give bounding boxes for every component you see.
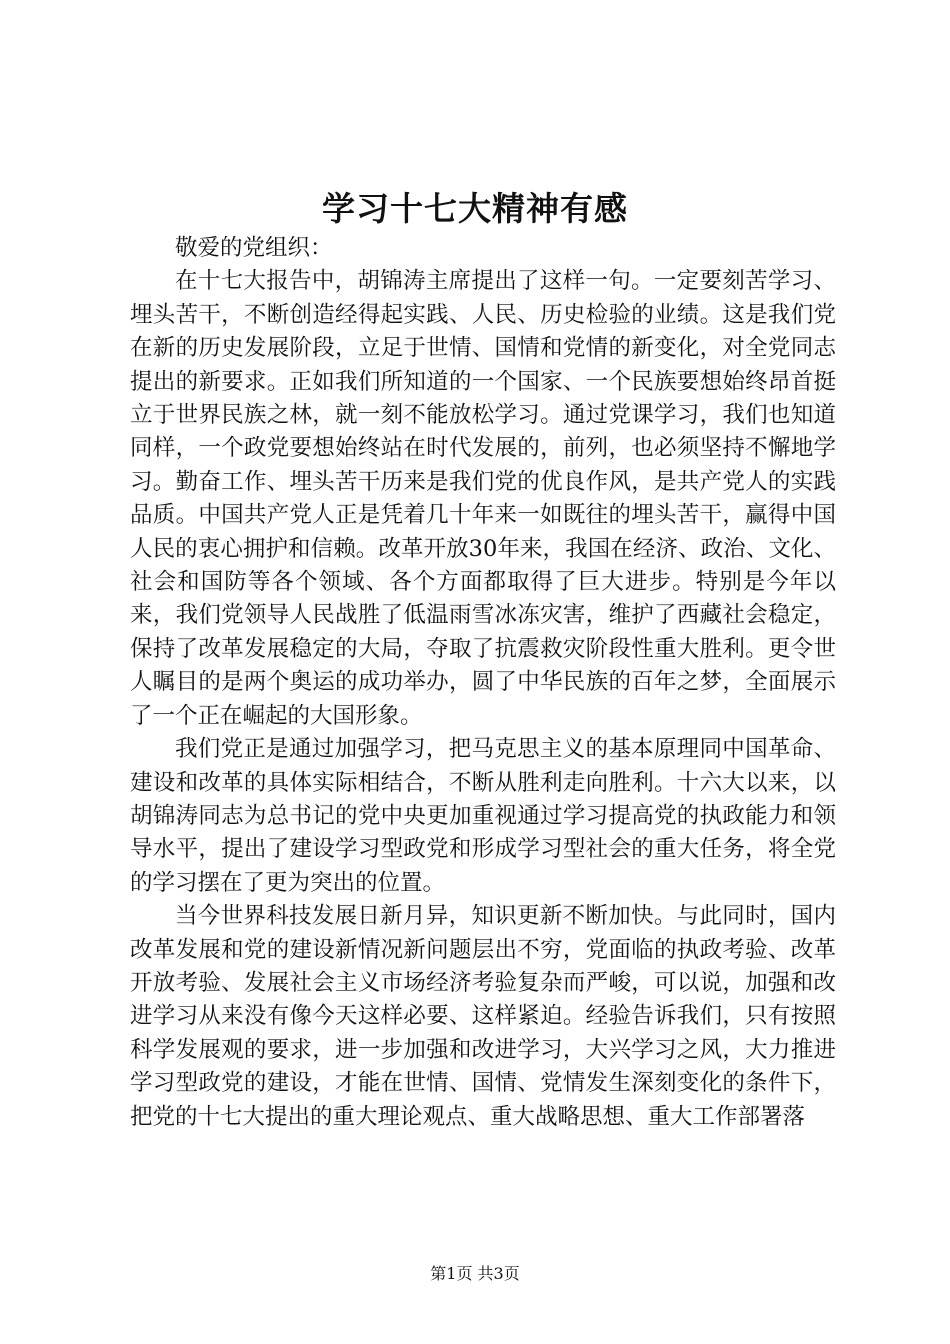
document-body bbox=[130, 232, 836, 1134]
page-footer: 第1页 共3页 bbox=[430, 1264, 520, 1283]
body-paragraph-1: 在十七大报告中，胡锦涛主席提出了这样一句。一定要刻苦学习、埋头苦干，不断创造经得起实践、人民、历史检验的业绩。这是我们党在新的历史发展阶段，立足于世情、国情和党情的新变化，对全党同志提出的新要求。正如我们所知道的一个国家、一个民族要想始终昂首挺立于世界民族之林，就一刻不能放松学习。通过党课学习，我们也知道同样，一个政党要想始终站在时代发展的，前列，也必须坚持不懈地学习。勤奋工作、埋头苦干历来是我们党的优良作风，是共产党人的实践品质。中国共产党人正是凭着几十年来一如既往的埋头苦干，赢得中国人民的衷心拥护和信赖。改革开放30年来，我国在经济、政治、文化、社会和国防等各个领域、各个方面都取得了巨大进步。特别是今年以来，我们党领导人民战胜了低温雨雪冰冻灾害，维护了西藏社会稳定，保持了改革发展稳定的大局，夺取了抗震救灾阶段性重大胜利。更令世人瞩目的是两个奥运的成功举办，圆了中华民族的百年之梦，全面展示了一个正在崛起的大国形象。 bbox=[130, 268, 836, 729]
document-title: 学习十七大精神有感 bbox=[322, 189, 628, 228]
body-paragraph-3: 当今世界科技发展日新月异，知识更新不断加快。与此同时，国内改革发展和党的建设新情况新问题层出不穷，党面临的执政考验、改革开放考验、发展社会主义市场经济考验复杂而严峻，可以说，加强和改进学习从来没有像今天这样必要、这样紧迫。经验告诉我们，只有按照科学发展观的要求，进一步加强和改进学习，大兴学习之风，大力推进学习型政党的建设，才能在世情、国情、党情发生深刻变化的条件下，把党的十七大提出的重大理论观点、重大战略思想、重大工作部署落 bbox=[130, 903, 836, 1130]
body-paragraph-2: 我们党正是通过加强学习，把马克思主义的基本原理同中国革命、建设和改革的具体实际相结合，不断从胜利走向胜利。十六大以来，以胡锦涛同志为总书记的党中央更加重视通过学习提高党的执政能力和领导水平，提出了建设学习型政党和形成学习型社会的重大任务，将全党的学习摆在了更为突出的位置。 bbox=[130, 736, 836, 896]
salutation: 敬爱的党组织： bbox=[175, 235, 333, 261]
